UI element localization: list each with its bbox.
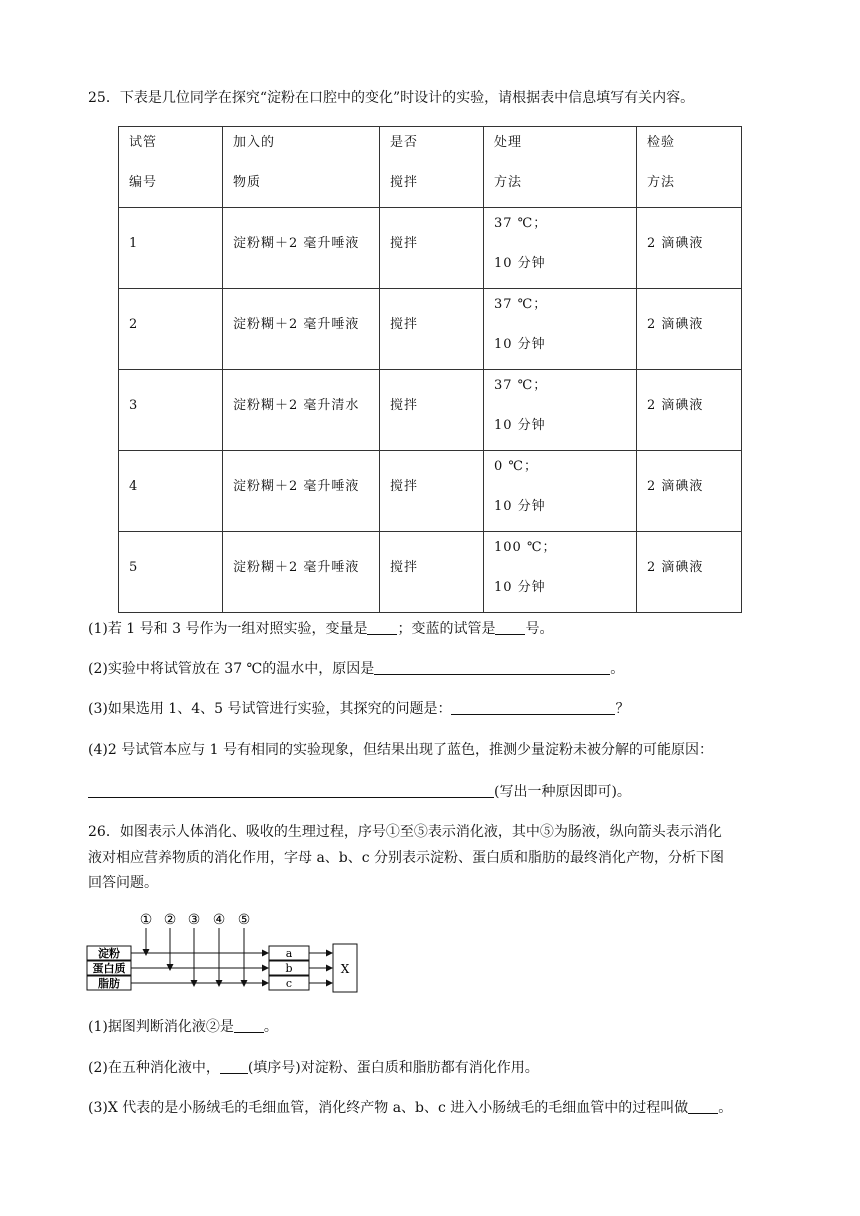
answer-blank[interactable]	[495, 620, 525, 635]
treatment-cell: 0 ℃； 10 分钟	[484, 451, 637, 532]
q25-intro: 25．下表是几位同学在探究“淀粉在口腔中的变化”时设计的实验，请根据表中信息填写有关内容。	[88, 90, 695, 106]
nutrient-label: 蛋白质	[92, 962, 126, 975]
substance-cell: 淀粉糊＋2 毫升唾液	[223, 451, 380, 532]
table-header-row	[119, 127, 742, 208]
experiment-table	[118, 126, 742, 613]
nutrient-label: 淀粉	[98, 947, 120, 960]
q26-part-2: (2)在五种消化液中， (填序号)对淀粉、蛋白质和脂肪都有消化作用。	[88, 1060, 539, 1076]
table-row	[119, 370, 742, 451]
treatment-cell: 37 ℃； 10 分钟	[484, 289, 637, 370]
stir-cell: 搅拌	[380, 451, 484, 532]
q25-part-2: (2)实验中将试管放在 37 ℃的温水中，原因是 。	[88, 661, 625, 677]
q25-part-1: (1)若 1 号和 3 号作为一组对照实验，变量是 ；变蓝的试管是 号。	[88, 621, 554, 637]
table-row	[119, 289, 742, 370]
tube-id-cell: 5	[119, 532, 223, 613]
table-row	[119, 208, 742, 289]
test-cell: 2 滴碘液	[637, 370, 742, 451]
product-label: a	[285, 947, 293, 960]
product-label: c	[285, 977, 293, 990]
answer-blank[interactable]	[220, 1059, 248, 1074]
juice-label: ①	[139, 912, 153, 928]
header-cell: 是否 搅拌	[380, 127, 484, 208]
tube-id-cell: 3	[119, 370, 223, 451]
q26-intro-line-2: 液对相应营养物质的消化作用，字母 a、b、c 分别表示淀粉、蛋白质和脂肪的最终消化产物，分析下图	[88, 850, 725, 866]
answer-blank[interactable]	[451, 700, 615, 715]
digestion-diagram	[84, 908, 364, 1000]
q26-intro-line-1: 26．如图表示人体消化、吸收的生理过程，序号①至⑤表示消化液，其中⑤为肠液，纵向箭头表示消化	[88, 824, 722, 840]
stir-cell: 搅拌	[380, 532, 484, 613]
q25-part-4: (4)2 号试管本应与 1 号有相同的实验现象，但结果出现了蓝色，推测少量淀粉未被分解的可能原因：	[88, 742, 713, 758]
header-cell: 检验 方法	[637, 127, 742, 208]
q25-part-3: (3)如果选用 1、4、5 号试管进行实验，其探究的问题是： ？	[88, 701, 630, 717]
q25-part-4-answer: (写出一种原因即可)。	[88, 782, 631, 802]
answer-blank[interactable]	[234, 1018, 264, 1033]
answer-blank[interactable]	[88, 783, 494, 798]
header-cell: 试管 编号	[119, 127, 223, 208]
header-cell: 处理 方法	[484, 127, 637, 208]
header-cell: 加入的 物质	[223, 127, 380, 208]
test-cell: 2 滴碘液	[637, 208, 742, 289]
stir-cell: 搅拌	[380, 370, 484, 451]
tube-id-cell: 1	[119, 208, 223, 289]
substance-cell: 淀粉糊＋2 毫升唾液	[223, 289, 380, 370]
table-row	[119, 451, 742, 532]
stir-cell: 搅拌	[380, 289, 484, 370]
treatment-cell: 37 ℃； 10 分钟	[484, 208, 637, 289]
q26-intro-line-3: 回答问题。	[88, 875, 158, 891]
juice-label: ③	[187, 912, 201, 928]
treatment-cell: 100 ℃； 10 分钟	[484, 532, 637, 613]
answer-blank[interactable]	[367, 620, 397, 635]
tube-id-cell: 4	[119, 451, 223, 532]
answer-blank[interactable]	[688, 1099, 718, 1114]
product-label: b	[285, 962, 293, 975]
test-cell: 2 滴碘液	[637, 451, 742, 532]
juice-label: ②	[163, 912, 177, 928]
q26-part-3: (3)X 代表的是小肠绒毛的毛细血管，消化终产物 a、b、c 进入小肠绒毛的毛细血管中的过程叫做 。	[88, 1100, 733, 1116]
capillary-label: X	[340, 962, 350, 976]
test-cell: 2 滴碘液	[637, 532, 742, 613]
juice-label: ④	[212, 912, 226, 928]
stir-cell: 搅拌	[380, 208, 484, 289]
answer-blank[interactable]	[374, 660, 610, 675]
treatment-cell: 37 ℃； 10 分钟	[484, 370, 637, 451]
substance-cell: 淀粉糊＋2 毫升清水	[223, 370, 380, 451]
table-row	[119, 532, 742, 613]
test-cell: 2 滴碘液	[637, 289, 742, 370]
substance-cell: 淀粉糊＋2 毫升唾液	[223, 208, 380, 289]
juice-label: ⑤	[237, 912, 251, 928]
q26-part-1: (1)据图判断消化液②是 。	[88, 1019, 278, 1035]
substance-cell: 淀粉糊＋2 毫升唾液	[223, 532, 380, 613]
tube-id-cell: 2	[119, 289, 223, 370]
nutrient-label: 脂肪	[98, 977, 120, 990]
